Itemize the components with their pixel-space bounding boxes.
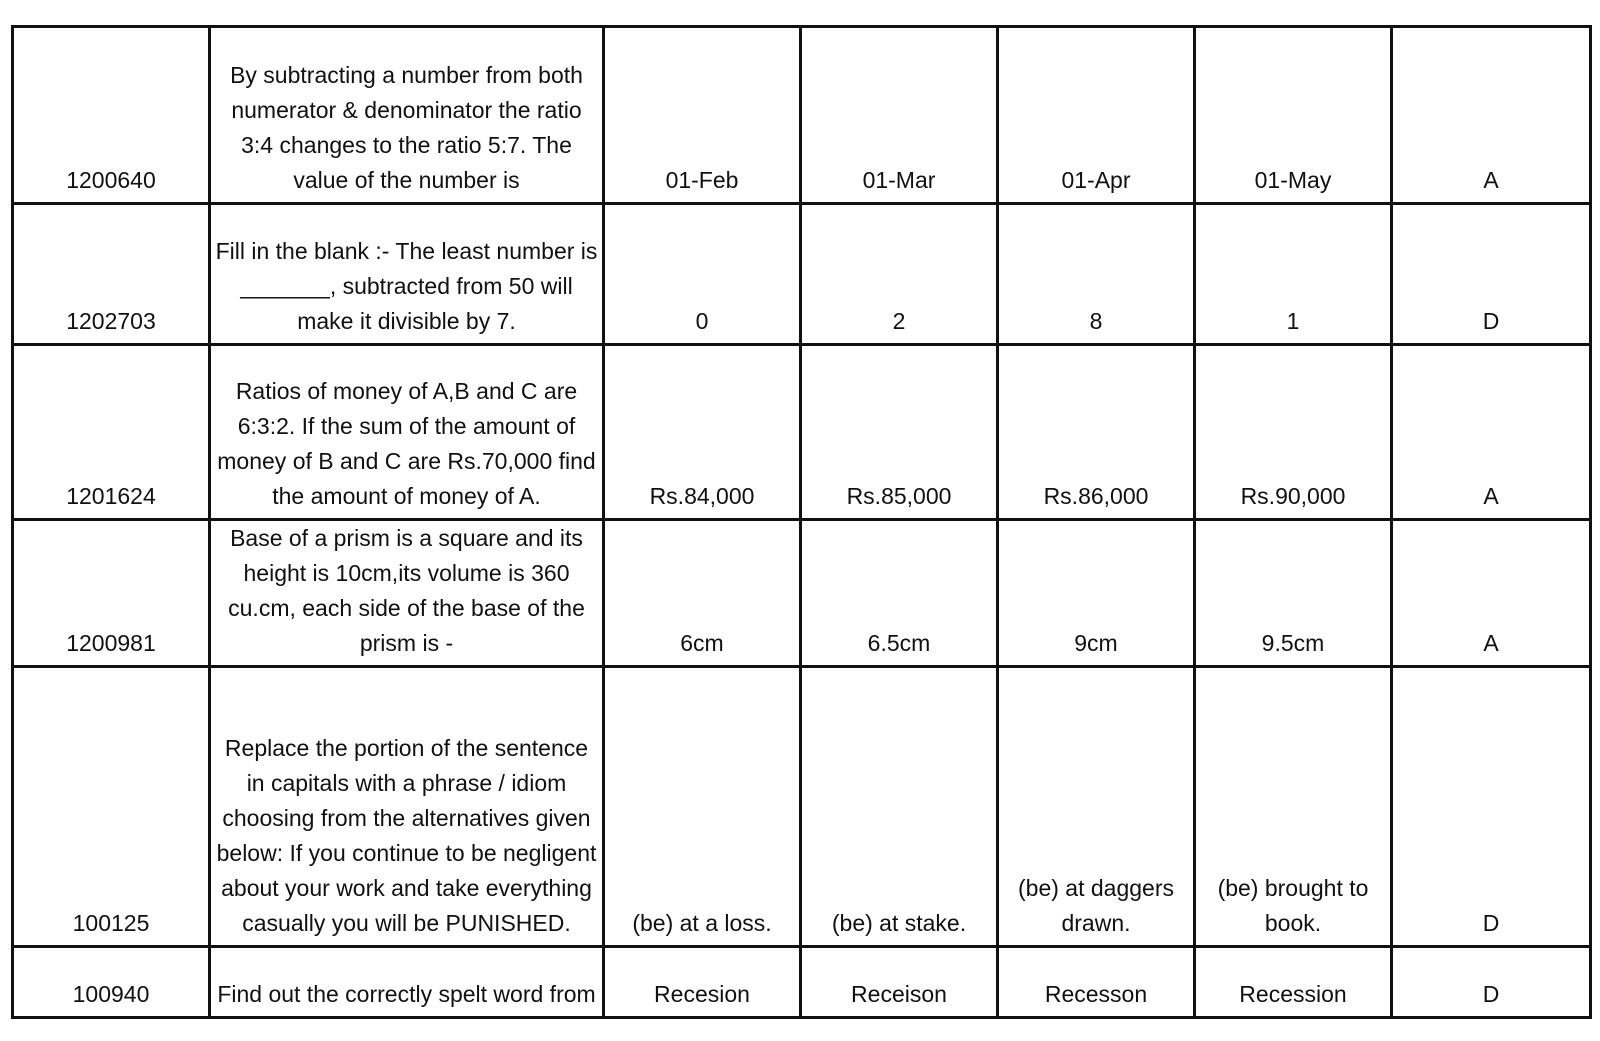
correct-answer: D bbox=[1392, 667, 1591, 947]
correct-answer: A bbox=[1392, 345, 1591, 520]
question-text: By subtracting a number from both numerator & denominator the ratio 3:4 changes to the ratio 5:7. The value of the number is bbox=[210, 27, 604, 204]
option-d: Rs.90,000 bbox=[1195, 345, 1392, 520]
option-d: 9.5cm bbox=[1195, 520, 1392, 667]
option-a: Recesion bbox=[604, 947, 801, 1018]
option-a: 6cm bbox=[604, 520, 801, 667]
question-id: 1201624 bbox=[13, 345, 210, 520]
option-a: 01-Feb bbox=[604, 27, 801, 204]
correct-answer: A bbox=[1392, 27, 1591, 204]
option-c: 8 bbox=[998, 204, 1195, 345]
option-b: Receison bbox=[801, 947, 998, 1018]
question-text: Fill in the blank :- The least number is _______, subtracted from 50 will make it divisible by 7. bbox=[210, 204, 604, 345]
correct-answer: A bbox=[1392, 520, 1591, 667]
table-row bbox=[13, 27, 1591, 204]
question-id: 1202703 bbox=[13, 204, 210, 345]
option-b: (be) at stake. bbox=[801, 667, 998, 947]
table-row bbox=[13, 204, 1591, 345]
question-text: Ratios of money of A,B and C are 6:3:2. If the sum of the amount of money of B and C are Rs.70,000 find the amount of money of A. bbox=[210, 345, 604, 520]
question-text: Base of a prism is a square and its height is 10cm,its volume is 360 cu.cm, each side of the base of the prism is - bbox=[210, 520, 604, 667]
table-row bbox=[13, 947, 1591, 1018]
option-c: Rs.86,000 bbox=[998, 345, 1195, 520]
correct-answer: D bbox=[1392, 947, 1591, 1018]
option-b: 01-Mar bbox=[801, 27, 998, 204]
question-table bbox=[11, 25, 1592, 1019]
question-id: 1200981 bbox=[13, 520, 210, 667]
option-c: 01-Apr bbox=[998, 27, 1195, 204]
question-id: 1200640 bbox=[13, 27, 210, 204]
option-a: (be) at a loss. bbox=[604, 667, 801, 947]
table-row bbox=[13, 520, 1591, 667]
table-row bbox=[13, 345, 1591, 520]
option-b: Rs.85,000 bbox=[801, 345, 998, 520]
option-d: 01-May bbox=[1195, 27, 1392, 204]
option-d: Recession bbox=[1195, 947, 1392, 1018]
question-id: 100125 bbox=[13, 667, 210, 947]
option-a: 0 bbox=[604, 204, 801, 345]
question-text: Find out the correctly spelt word from bbox=[210, 947, 604, 1018]
table-row bbox=[13, 667, 1591, 947]
option-b: 2 bbox=[801, 204, 998, 345]
question-text: Replace the portion of the sentence in capitals with a phrase / idiom choosing from the alternatives given below: If you continue to be negligent about your work and take everything casually you will be PUNISHED. bbox=[210, 667, 604, 947]
question-id: 100940 bbox=[13, 947, 210, 1018]
option-a: Rs.84,000 bbox=[604, 345, 801, 520]
option-b: 6.5cm bbox=[801, 520, 998, 667]
option-c: Recesson bbox=[998, 947, 1195, 1018]
option-d: 1 bbox=[1195, 204, 1392, 345]
option-d: (be) brought to book. bbox=[1195, 667, 1392, 947]
option-c: (be) at daggers drawn. bbox=[998, 667, 1195, 947]
option-c: 9cm bbox=[998, 520, 1195, 667]
correct-answer: D bbox=[1392, 204, 1591, 345]
